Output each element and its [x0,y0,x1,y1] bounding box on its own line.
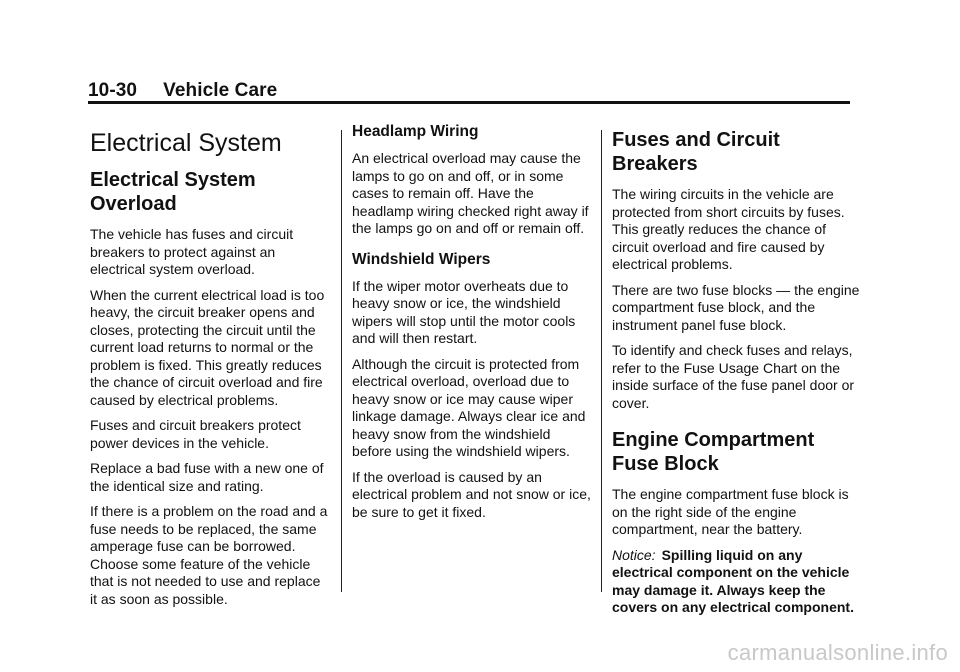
notice [612,547,862,617]
notice-text: Spilling liquid on any electrical component on the vehicle may damage it. Always keep the covers on any electrical component. [612,546,854,615]
paragraph: The wiring circuits in the vehicle are protected from short circuits by fuses. This greatly reduces the chance of circuit overload and fire caused by electrical problems. [612,186,845,272]
watermark: carmanualsonline.info [727,640,948,665]
subtitle-electrical-overload: Electrical System Overload [90,169,256,215]
column-3 [612,122,862,625]
column-1 [90,122,330,616]
paragraph: When the current electrical load is too heavy, the circuit breaker opens and closes, protecting the circuit until the current load returns to normal or the problem is fixed. This greatly reduces the chance of circuit overload and fire caused by electrical problems. [90,286,325,408]
page-number: 10-30 [88,80,138,101]
paragraph: If the wiper motor overheats due to heavy snow or ice, the windshield wipers will stop until the motor cools and will then restart. [352,277,576,346]
paragraph: To identify and check fuses and relays, refer to the Fuse Usage Chart on the inside surface of the fuse panel door or cover. [612,342,855,411]
heading-fuses-circuit-breakers: Fuses and Circuit Breakers [612,129,780,175]
heading-windshield-wipers: Windshield Wipers [352,250,491,268]
heading-headlamp-wiring: Headlamp Wiring [352,123,479,140]
paragraph: If there is a problem on the road and a fuse needs to be replaced, the same amperage fuse can be borrowed. Choose some feature of the vehicle that is not needed to use and replace it as soon as possible. [90,503,328,607]
column-divider [601,130,602,592]
paragraph: Fuses and circuit breakers protect power devices in the vehicle. [90,417,301,451]
column-2 [352,122,592,529]
paragraph: There are two fuse blocks — the engine compartment fuse block, and the instrument panel fuse block. [612,281,860,333]
column-divider [341,130,342,592]
heading-engine-fuse-block: Engine Compartment Fuse Block [612,429,815,475]
paragraph: An electrical overload may cause the lamps to go on and off, or in some cases to remain off. Have the headlamp wiring checked right away if the lamps go on and off or remain off. [352,150,589,236]
paragraph: The engine compartment fuse block is on the right side of the engine compartment, near the battery. [612,486,849,537]
paragraph: If the overload is caused by an electrical problem and not snow or ice, be sure to get it fixed. [352,468,591,520]
paragraph: The vehicle has fuses and circuit breakers to protect against an electrical system overload. [90,226,294,277]
section-title: Vehicle Care [163,80,278,101]
header-rule [88,101,850,104]
main-title: Electrical System [90,129,282,157]
page-header [88,80,277,102]
paragraph: Although the circuit is protected from electrical overload, overload due to heavy snow or ice may cause wiper linkage damage. Always clear ice and heavy snow from the windshield before using the windshield wipers. [352,355,586,459]
notice-label: Notice: [612,546,656,563]
paragraph: Replace a bad fuse with a new one of the identical size and rating. [90,460,324,494]
